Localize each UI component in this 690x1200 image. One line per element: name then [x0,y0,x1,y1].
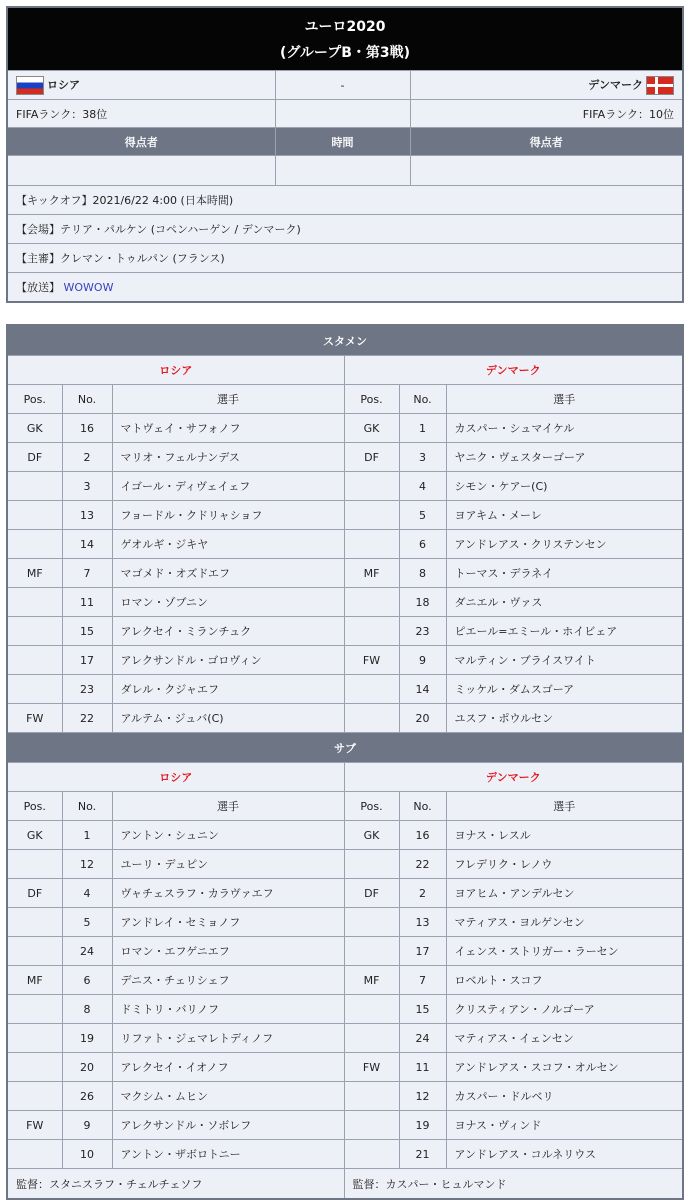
away-number: 12 [399,1082,446,1111]
home-number: 11 [62,588,112,617]
col-player: 選手 [112,385,344,414]
away-position [344,617,399,646]
away-manager: 監督：カスパー・ヒュルマンド [344,1169,683,1200]
away-position: MF [344,559,399,588]
starting-player-row [7,443,683,472]
home-player-name: アレクサンドル・ゴロヴィン [112,646,344,675]
home-position [7,472,62,501]
home-number: 8 [62,995,112,1024]
col-player: 選手 [112,792,344,821]
away-position [344,472,399,501]
subs-player-row [7,1140,683,1169]
home-player-name: アレクセイ・イオノフ [112,1053,344,1082]
away-number: 1 [399,414,446,443]
away-player-name: マティアス・ヨルゲンセン [446,908,683,937]
home-number: 6 [62,966,112,995]
home-player-name: アントン・シュニン [112,821,344,850]
away-position [344,1111,399,1140]
away-number: 22 [399,850,446,879]
kickoff-row [7,186,683,215]
home-team-cell [7,71,275,100]
goal-times [275,156,410,186]
away-player-name: カスパー・シュマイケル [446,414,683,443]
home-scorers [7,156,275,186]
away-position [344,501,399,530]
away-position [344,704,399,733]
away-position [344,530,399,559]
home-player-name: ロマン・エフゲニエフ [112,937,344,966]
referee-value: クレマン・トゥルパン (フランス) [60,252,225,265]
away-number: 15 [399,995,446,1024]
subs-away-team: デンマーク [344,763,683,792]
home-position: GK [7,414,62,443]
home-number: 24 [62,937,112,966]
away-player-name: ピエール=エミール・ホイビェア [446,617,683,646]
away-player-name: ヨアキム・メーレ [446,501,683,530]
home-player-name: マリオ・フェルナンデス [112,443,344,472]
home-player-name: ロマン・ゾブニン [112,588,344,617]
subs-player-row [7,1111,683,1140]
home-number: 13 [62,501,112,530]
away-player-name: トーマス・デラネイ [446,559,683,588]
away-player-name: マルティン・ブライスワイト [446,646,683,675]
col-player: 選手 [446,792,683,821]
broadcast-link[interactable]: WOWOW [63,280,114,294]
starting-player-row [7,675,683,704]
home-player-name: フョードル・クドリャショフ [112,501,344,530]
lineup-table [6,324,684,1200]
subs-column-headers [7,792,683,821]
home-number: 17 [62,646,112,675]
subs-player-row [7,908,683,937]
away-position [344,1140,399,1169]
col-no: No. [399,385,446,414]
home-position: DF [7,443,62,472]
home-number: 19 [62,1024,112,1053]
home-position: GK [7,821,62,850]
away-position: FW [344,646,399,675]
away-number: 6 [399,530,446,559]
away-number: 2 [399,879,446,908]
away-position [344,588,399,617]
broadcast-label: 【放送】 [16,280,60,294]
subs-player-row [7,821,683,850]
subs-player-row [7,850,683,879]
home-number: 14 [62,530,112,559]
col-no: No. [62,792,112,821]
broadcast-row [7,273,683,302]
starting-home-team: ロシア [7,356,344,385]
home-fifa-rank: FIFAランク：38位 [7,100,275,128]
home-number: 2 [62,443,112,472]
home-player-name: ドミトリ・バリノフ [112,995,344,1024]
away-player-name: カスパー・ドルベリ [446,1082,683,1111]
away-team-cell [410,71,683,100]
away-scorers-header: 得点者 [410,128,683,156]
home-team-name: ロシア [47,78,80,91]
away-number: 24 [399,1024,446,1053]
away-player-name: アンドレアス・スコフ・オルセン [446,1053,683,1082]
home-player-name: マゴメド・オズドエフ [112,559,344,588]
away-position: MF [344,966,399,995]
home-position [7,588,62,617]
home-position [7,1082,62,1111]
away-position [344,675,399,704]
home-player-name: アンドレイ・セミョノフ [112,908,344,937]
away-position [344,850,399,879]
match-title-line2: (グループB・第3戦) [279,45,411,61]
away-player-name: シモン・ケアー(C) [446,472,683,501]
away-number: 16 [399,821,446,850]
home-position: FW [7,704,62,733]
away-position: GK [344,821,399,850]
denmark-flag-icon [646,76,674,95]
venue-value: テリア・パルケン (コペンハーゲン / デンマーク) [60,223,301,236]
home-player-name: ダレル・クジャエフ [112,675,344,704]
home-player-name: ヴャチェスラフ・カラヴァエフ [112,879,344,908]
home-player-name: アルテム・ジュバ(C) [112,704,344,733]
col-pos: Pos. [7,385,62,414]
starting-section-header [7,325,683,356]
away-player-name: イェンス・ストリガー・ラーセン [446,937,683,966]
home-scorers-header: 得点者 [7,128,275,156]
away-position [344,995,399,1024]
home-number: 12 [62,850,112,879]
home-position: FW [7,1111,62,1140]
starting-away-team: デンマーク [344,356,683,385]
away-player-name: マティアス・イェンセン [446,1024,683,1053]
subs-section-header [7,733,683,763]
home-player-name: マトヴェイ・サフォノフ [112,414,344,443]
starting-column-headers [7,385,683,414]
away-number: 8 [399,559,446,588]
subs-team-row [7,763,683,792]
home-number: 1 [62,821,112,850]
away-number: 18 [399,588,446,617]
away-number: 20 [399,704,446,733]
subs-player-row [7,937,683,966]
away-player-name: ダニエル・ヴァス [446,588,683,617]
referee-row [7,244,683,273]
home-number: 26 [62,1082,112,1111]
match-title-line1: ユーロ2020 [304,19,386,35]
away-number: 17 [399,937,446,966]
away-team-name: デンマーク [588,78,643,91]
away-number: 3 [399,443,446,472]
away-position: FW [344,1053,399,1082]
home-player-name: ユーリ・デュピン [112,850,344,879]
away-number: 23 [399,617,446,646]
home-position [7,530,62,559]
home-number: 22 [62,704,112,733]
home-number: 5 [62,908,112,937]
referee-label: 【主審】 [16,252,60,265]
away-player-name: ロベルト・スコフ [446,966,683,995]
score: - [275,71,410,100]
away-position [344,1082,399,1111]
home-position: DF [7,879,62,908]
away-position: DF [344,443,399,472]
subs-section-title: サブ [7,733,683,763]
home-player-name: アントン・ザボロトニー [112,1140,344,1169]
match-title [7,7,683,71]
match-info-table [6,6,684,303]
home-player-name: リファト・ジェマレトディノフ [112,1024,344,1053]
home-position [7,501,62,530]
col-player: 選手 [446,385,683,414]
starting-player-row [7,414,683,443]
home-number: 20 [62,1053,112,1082]
away-player-name: クリスティアン・ノルゴーア [446,995,683,1024]
col-pos: Pos. [344,792,399,821]
home-number: 23 [62,675,112,704]
away-player-name: ヨアヒム・アンデルセン [446,879,683,908]
col-pos: Pos. [7,792,62,821]
home-player-name: イゴール・ディヴェイェフ [112,472,344,501]
starting-player-row [7,704,683,733]
subs-player-row [7,1024,683,1053]
col-pos: Pos. [344,385,399,414]
home-position [7,1140,62,1169]
subs-player-row [7,995,683,1024]
home-position [7,646,62,675]
away-position [344,908,399,937]
away-player-name: フレデリク・レノウ [446,850,683,879]
starting-player-row [7,530,683,559]
home-player-name: デニス・チェリシェフ [112,966,344,995]
away-scorers [410,156,683,186]
away-position [344,1024,399,1053]
home-position [7,937,62,966]
starting-team-row [7,356,683,385]
home-number: 16 [62,414,112,443]
subs-home-team: ロシア [7,763,344,792]
home-position [7,995,62,1024]
away-player-name: ヨナス・ヴィンド [446,1111,683,1140]
home-number: 10 [62,1140,112,1169]
subs-player-row [7,1053,683,1082]
home-player-name: マクシム・ムヒン [112,1082,344,1111]
kickoff-label: 【キックオフ】 [16,194,93,207]
starting-player-row [7,501,683,530]
starting-player-row [7,617,683,646]
home-position [7,617,62,646]
home-number: 15 [62,617,112,646]
subs-player-row [7,1082,683,1111]
col-no: No. [399,792,446,821]
starting-player-row [7,588,683,617]
away-number: 5 [399,501,446,530]
away-position: DF [344,879,399,908]
managers-row [7,1169,683,1200]
away-number: 11 [399,1053,446,1082]
home-manager: 監督：スタニスラフ・チェルチェソフ [7,1169,344,1200]
away-player-name: ミッケル・ダムスゴーア [446,675,683,704]
rank-spacer [275,100,410,128]
home-position: MF [7,966,62,995]
kickoff-value: 2021/6/22 4:00 (日本時間) [92,194,234,207]
russia-flag-icon [16,76,44,95]
away-player-name: ユスフ・ポウルセン [446,704,683,733]
away-player-name: ヨナス・レスル [446,821,683,850]
home-number: 9 [62,1111,112,1140]
starting-player-row [7,559,683,588]
subs-player-row [7,966,683,995]
away-number: 14 [399,675,446,704]
home-position [7,675,62,704]
away-number: 13 [399,908,446,937]
home-player-name: アレクセイ・ミランチュク [112,617,344,646]
venue-label: 【会場】 [16,223,60,236]
away-player-name: アンドレアス・コルネリウス [446,1140,683,1169]
starting-section-title: スタメン [7,325,683,356]
home-player-name: ゲオルギ・ジキヤ [112,530,344,559]
away-number: 7 [399,966,446,995]
away-position [344,937,399,966]
col-no: No. [62,385,112,414]
away-player-name: ヤニク・ヴェスターゴーア [446,443,683,472]
home-player-name: アレクサンドル・ソボレフ [112,1111,344,1140]
home-position: MF [7,559,62,588]
venue-row [7,215,683,244]
home-number: 7 [62,559,112,588]
away-number: 9 [399,646,446,675]
subs-player-row [7,879,683,908]
away-fifa-rank: FIFAランク：10位 [410,100,683,128]
starting-player-row [7,472,683,501]
home-number: 4 [62,879,112,908]
home-number: 3 [62,472,112,501]
home-position [7,1024,62,1053]
home-position [7,1053,62,1082]
home-position [7,850,62,879]
away-number: 21 [399,1140,446,1169]
away-player-name: アンドレアス・クリステンセン [446,530,683,559]
starting-player-row [7,646,683,675]
time-header: 時間 [275,128,410,156]
home-position [7,908,62,937]
away-position: GK [344,414,399,443]
away-number: 4 [399,472,446,501]
away-number: 19 [399,1111,446,1140]
